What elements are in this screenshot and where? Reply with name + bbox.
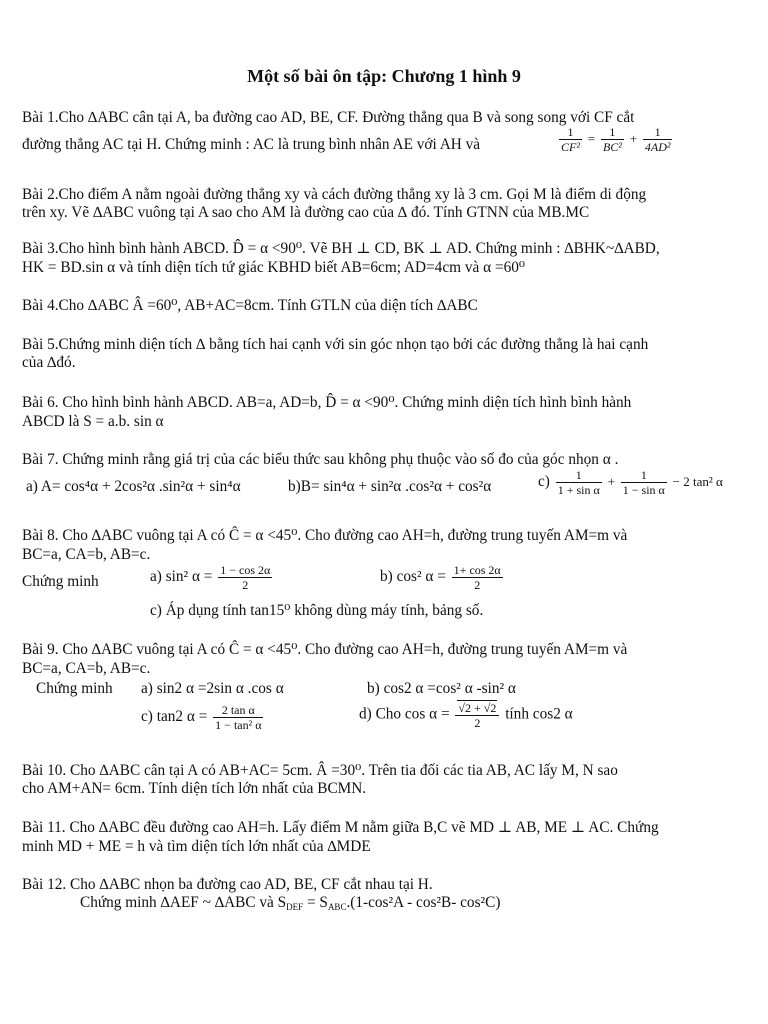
- problem-12-line-1: Bài 12. Cho ∆ABC nhọn ba đường cao AD, BE, CF cắt nhau tại H.: [22, 876, 433, 893]
- problem-2-line-1: Bài 2.Cho điểm A nằm ngoài đường thẳng xy và cách đường thẳng xy là 3 cm. Gọi M là điểm di động: [22, 186, 647, 203]
- problem-1-line-1: Bài 1.Cho ∆ABC cân tại A, ba đường cao AD, BE, CF. Đường thẳng qua B và song song với CF cắt: [22, 109, 635, 126]
- fraction-cos2-identity: $\frac{1+ \cos 2\alpha}{2}$: [453, 563, 501, 592]
- fraction-1-over-4ad2: $\frac{1}{\text{4AD²}}$: [644, 125, 671, 154]
- problem-8-part-c: c) Áp dụng tính tan15⁰ không dùng máy tính, bảng số.: [150, 602, 484, 619]
- problem-4-line-1: Bài 4.Cho ∆ABC Â =60⁰, AB+AC=8cm. Tính GTLN của diện tích ∆ABC: [22, 297, 478, 314]
- problem-11-line-1: Bài 11. Cho ∆ABC đều đường cao AH=h. Lấy điểm M nằm giữa B,C vẽ MD ⊥ AB, ME ⊥ AC. Chứng: [22, 819, 659, 836]
- problem-9-prove-label: Chứng minh: [36, 680, 113, 697]
- problem-9-part-c: c) tan2 α = $\frac{\text{2 tan α}}{\text{1 − tan² α}}$: [141, 703, 262, 732]
- page-title: Một số bài ôn tập: Chương 1 hình 9: [247, 66, 521, 86]
- problem-9-part-a: a) sin2 α =2sin α .cos α: [141, 680, 284, 697]
- fraction-1-over-cf2: $\frac{1}{\text{CF²}}$: [561, 125, 580, 154]
- problem-8-line-2: BC=a, CA=b, AB=c.: [22, 546, 151, 563]
- fraction-1-over-bc2: $\frac{1}{\text{BC²}}$: [602, 125, 622, 154]
- problem-7-line-1: Bài 7. Chứng minh rằng giá trị của các biểu thức sau không phụ thuộc vào số đo của góc nhọn α .: [22, 451, 619, 468]
- fraction-1-over-1-minus-sin: $\frac{1}{\text{1 − sin α}}$: [622, 468, 665, 497]
- problem-2-line-2: trên xy. Vẽ ∆ABC vuông tại A sao cho AM là đường cao của ∆ đó. Tính GTNN của MB.MC: [22, 204, 590, 221]
- problem-8-line-1: Bài 8. Cho ∆ABC vuông tại A có Ĉ = α <45⁰. Cho đường cao AH=h, đường trung tuyến AM=m và: [22, 527, 628, 544]
- problem-1-formula: $\frac{1}{\text{CF²}}$ = $\frac{1}{\text{BC²}}$ + $\frac{1}{\text{4AD²}}$: [561, 125, 671, 154]
- problem-8-prove-label: Chứng minh: [22, 573, 99, 590]
- problem-3-line-1: Bài 3.Cho hình bình hành ABCD. D̂ = α <90⁰. Vẽ BH ⊥ CD, BK ⊥ AD. Chứng minh : ∆BHK~∆ABD,: [22, 240, 660, 257]
- problem-9-part-b: b) cos2 α =cos² α -sin² α: [367, 680, 516, 697]
- problem-7-part-c: c) $\frac{1}{\text{1 + sin α}}$ + $\frac{1}{\text{1 − sin α}}$ − 2 tan² α: [538, 468, 723, 497]
- fraction-1-over-1-plus-sin: $\frac{1}{\text{1 + sin α}}$: [557, 468, 600, 497]
- problem-7-part-a: a) A= cos⁴α + 2cos²α .sin²α + sin⁴α: [26, 478, 241, 495]
- problem-9-line-2: BC=a, CA=b, AB=c.: [22, 660, 151, 677]
- problem-3-line-2: HK = BD.sin α và tính diện tích tứ giác KBHD biết AB=6cm; AD=4cm và α =60⁰: [22, 259, 525, 276]
- problem-10-line-1: Bài 10. Cho ∆ABC cân tại A có AB+AC= 5cm. Â =30⁰. Trên tia đối các tia AB, AC lấy M, N sao: [22, 762, 618, 779]
- problem-6-line-1: Bài 6. Cho hình bình hành ABCD. AB=a, AD=b, D̂ = α <90⁰. Chứng minh diện tích hình bình hành: [22, 394, 632, 411]
- problem-6-line-2: ABCD là S = a.b. sin α: [22, 413, 164, 430]
- problem-9-line-1: Bài 9. Cho ∆ABC vuông tại A có Ĉ = α <45⁰. Cho đường cao AH=h, đường trung tuyến AM=m và: [22, 641, 628, 658]
- document-page: [22, 0, 746, 1024]
- problem-5-line-1: Bài 5.Chứng minh diện tích ∆ bằng tích hai cạnh với sin góc nhọn tạo bởi các đường thẳng là hai cạnh: [22, 336, 649, 353]
- problem-10-line-2: cho AM+AN= 6cm. Tính diện tích lớn nhất của BCMN.: [22, 780, 367, 797]
- problem-12-line-2: Chứng minh ∆AEF ~ ∆ABC và $S_{DEF} = S_{ABC}.(1-\cos^2A - \cos^2B-$ cos²C): [80, 894, 501, 912]
- problem-11-line-2: minh MD + ME = h và tìm diện tích lớn nhất của ∆MDE: [22, 838, 371, 855]
- problem-1-line-2: đường thẳng AC tại H. Chứng minh : AC là trung bình nhân AE với AH và: [22, 136, 481, 153]
- problem-9-part-d: d) Cho cos α = $\frac{√2 + √2}{2}$ tính cos2 α: [359, 701, 573, 730]
- problem-7-part-b: b)B= sin⁴α + sin²α .cos²α + cos²α: [288, 478, 492, 495]
- fraction-tan2-identity: $\frac{\text{2 tan α}}{\text{1 − tan² α}}$: [215, 703, 262, 732]
- problem-8-part-a: a) sin² α = $\frac{1 - \cos 2\alpha}{2}$: [150, 563, 271, 592]
- problem-8-part-b: b) cos² α = $\frac{1+ \cos 2\alpha}{2}$: [380, 563, 501, 592]
- fraction-sin2-identity: $\frac{1 - \cos 2\alpha}{2}$: [220, 563, 271, 592]
- problem-5-line-2: của ∆đó.: [22, 354, 76, 371]
- fraction-cos-value: $\frac{√2 + √2}{2}$: [455, 700, 499, 730]
